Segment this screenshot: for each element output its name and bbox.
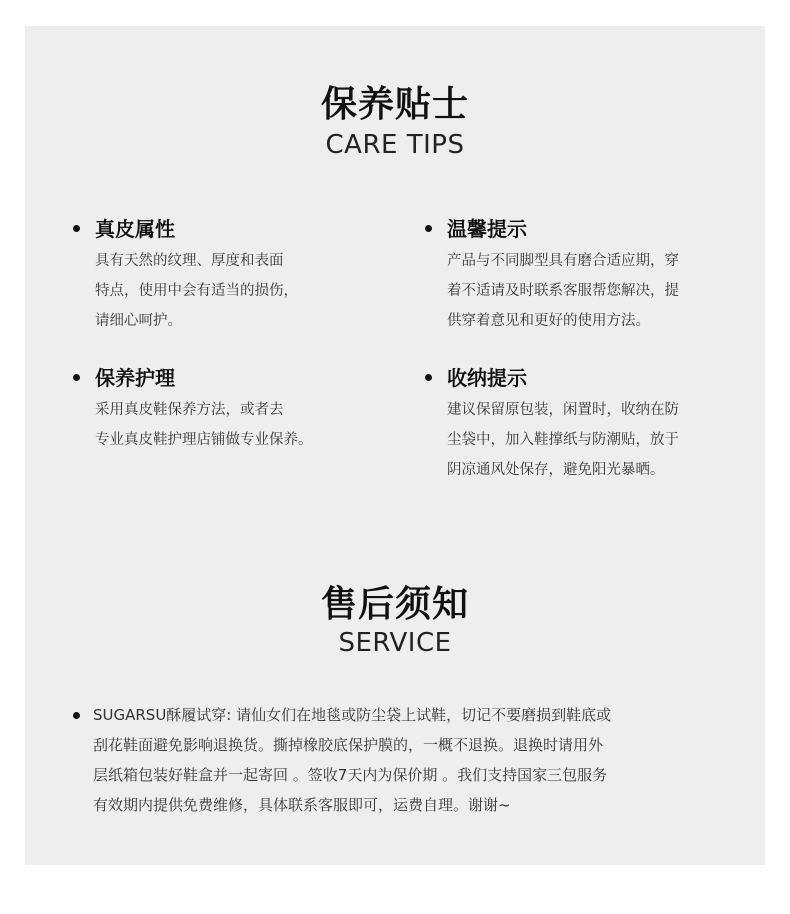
tip-text: 请细心呵护。 bbox=[95, 313, 182, 329]
service-text: SUGARSU酥履试穿: 请仙女们在地毯或防尘袋上试鞋，切记不要磨损到鞋底或 bbox=[93, 706, 612, 724]
tip-title: 真皮属性 bbox=[95, 217, 175, 241]
bullet-icon bbox=[73, 374, 80, 381]
tip-text: 阴凉通风处保存，避免阳光暴晒。 bbox=[447, 462, 665, 478]
bullet-icon bbox=[425, 225, 432, 232]
service-text: 有效期内提供免费维修，具体联系客服即可，运费自理。谢谢~ bbox=[93, 796, 511, 814]
tip-text: 专业真皮鞋护理店铺做专业保养。 bbox=[95, 432, 313, 448]
tip-text: 建议保留原包装，闲置时，收纳在防 bbox=[447, 402, 679, 418]
bullet-icon bbox=[73, 712, 80, 719]
tip-text: 采用真皮鞋保养方法，或者去 bbox=[95, 402, 284, 418]
tip-text: 供穿着意见和更好的使用方法。 bbox=[447, 313, 650, 329]
service-text: 层纸箱包装好鞋盒并一起寄回 。签收7天内为保价期 。我们支持国家三包服务 bbox=[93, 766, 608, 784]
service-notice bbox=[73, 700, 713, 820]
content-panel bbox=[25, 26, 765, 865]
tip-text: 尘袋中，加入鞋撑纸与防潮贴，放于 bbox=[447, 432, 679, 448]
tip-title: 温馨提示 bbox=[447, 217, 527, 241]
tip-text: 产品与不同脚型具有磨合适应期，穿 bbox=[447, 253, 679, 269]
service-subtitle: SERVICE bbox=[338, 628, 452, 658]
care-tips-title: 保养贴士 bbox=[320, 84, 469, 125]
bullet-icon bbox=[425, 374, 432, 381]
tip-title: 收纳提示 bbox=[447, 366, 527, 390]
tip-text: 具有天然的纹理、厚度和表面 bbox=[95, 253, 284, 269]
tip-leather-properties bbox=[73, 217, 373, 336]
tip-storage bbox=[425, 366, 725, 485]
care-tips-subtitle: CARE TIPS bbox=[325, 130, 465, 160]
tip-text: 着不适请及时联系客服帮您解决，提 bbox=[447, 283, 679, 299]
tip-text: 特点，使用中会有适当的损伤， bbox=[95, 283, 298, 299]
service-text: 刮花鞋面避免影响退换货。撕掉橡胶底保护膜的，一概不退换。退换时请用外 bbox=[93, 736, 604, 754]
bullet-icon bbox=[73, 225, 80, 232]
tip-title: 保养护理 bbox=[95, 366, 175, 390]
service-title: 售后须知 bbox=[320, 584, 469, 625]
tip-warm-reminder bbox=[425, 217, 725, 336]
tip-maintenance-care bbox=[73, 366, 373, 455]
